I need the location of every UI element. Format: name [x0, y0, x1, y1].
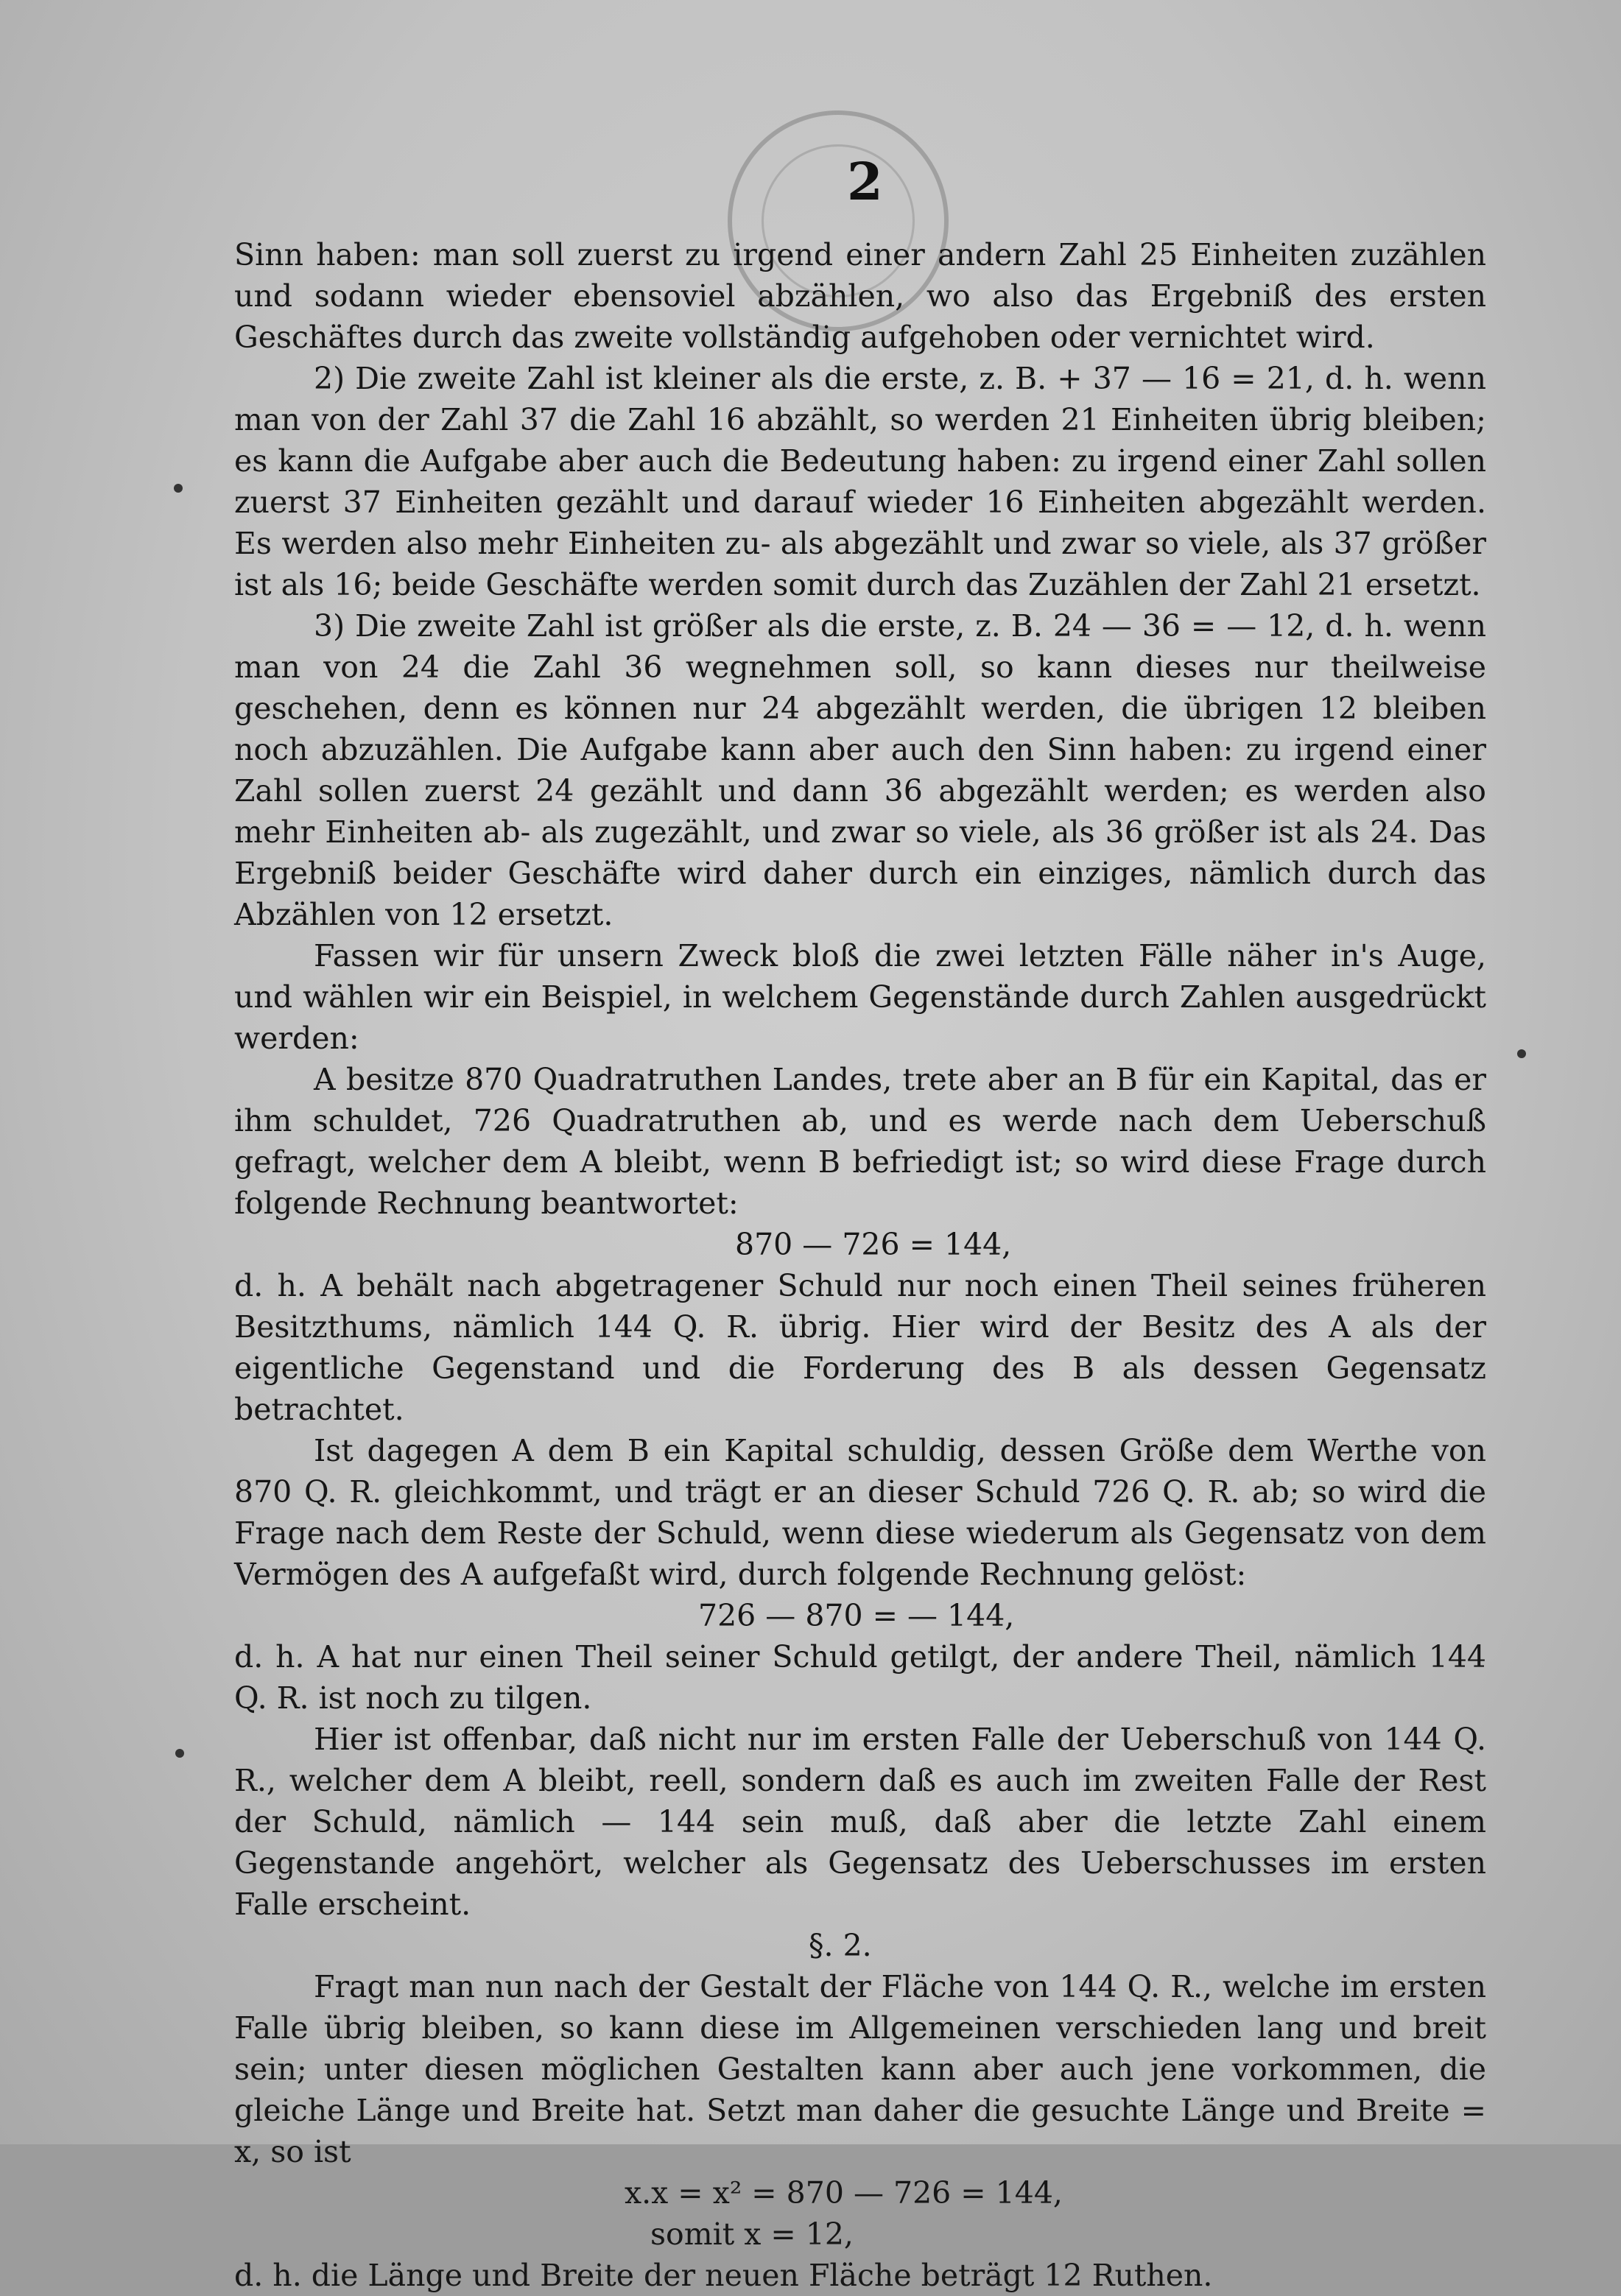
paragraph-section-2: Fragt man nun nach der Gestalt der Fläche von 144 Q. R., welche im ersten Falle übrig bleiben, so kann diese im Allgemeinen verschieden lang und breit sein; unter diesen möglichen Gestalten kann aber auch jene vorkommen, die gleiche Länge und Breite hat. Setzt man daher die gesuchte Länge und Breite = x, so ist — [234, 1969, 1486, 2169]
paragraph-case-2: 2) Die zweite Zahl ist kleiner als die erste, z. B. + 37 — 16 = 21, d. h. wenn man von der Zahl 37 die Zahl 16 abzählt, so werden 21 Einheiten übrig bleiben; es kann die Aufgabe aber auch die Bedeutung haben: zu irgend einer Zahl sollen zuerst 37 Einheiten gezählt und darauf wieder 16 Einheiten abgezählt werden. Es werden also mehr Einheiten zu- als abgezählt und zwar so viele, als 37 größer ist als 16; beide Geschäfte werden somit durch das Zuzählen der Zahl 21 ersetzt. — [234, 361, 1486, 602]
formula-4: somit x = 12, — [650, 2216, 854, 2252]
paragraph-conclusion: Hier ist offenbar, daß nicht nur im ersten Falle der Ueberschuß von 144 Q. R., welcher dem A bleibt, reell, sondern daß es auch im zweiten Falle der Rest der Schuld, nämlich — 144 sein muß, daß aber die letzte Zahl einem Gegenstande angehört, welcher als Gegensatz des Ueberschusses im ersten Falle erscheint. — [234, 1722, 1486, 1922]
paragraph-case-3: 3) Die zweite Zahl ist größer als die erste, z. B. 24 — 36 = — 12, d. h. wenn man von 24 die Zahl 36 wegnehmen soll, so kann dieses nur theilweise geschehen, denn es können nur 24 abgezählt werden, die übrigen 12 bleiben noch abzuzählen. Die Aufgabe kann aber auch den Sinn haben: zu irgend einer Zahl sollen zuerst 24 gezählt und dann 36 abgezählt werden; es werden also mehr Einheiten ab- als zugezählt, und zwar so viele, als 36 größer ist als 24. Das Ergebniß beider Geschäfte wird daher durch ein einziges, nämlich durch das Abzählen von 12 ersetzt. — [234, 608, 1486, 932]
page-number: 2 — [847, 151, 883, 212]
paragraph-example-b: Ist dagegen A dem B ein Kapital schuldig, dessen Größe dem Werthe von 870 Q. R. gleichkommt, und trägt er an dieser Schuld 726 Q. R. ab; so wird die Frage nach dem Reste der Schuld, wenn diese wiederum als Gegensatz von dem Vermögen des A aufgefaßt wird, durch folgende Rechnung gelöst: — [234, 1433, 1486, 1592]
paragraph-continuation: Sinn haben: man soll zuerst zu irgend einer andern Zahl 25 Einheiten zuzählen und sodann wieder ebensoviel abzählen, wo also das Ergebniß des ersten Geschäftes durch das zweite vollständig aufgehoben oder vernichtet wird. — [234, 237, 1486, 355]
formula-2: 726 — 870 = — 144, — [698, 1598, 1015, 1633]
paragraph-example-a: A besitze 870 Quadratruthen Landes, trete aber an B für ein Kapital, das er ihm schuldet, 726 Quadratruthen ab, und es werde nach dem Ueberschuß gefragt, welcher dem A bleibt, wenn B befriedigt ist; so wird diese Frage durch folgende Rechnung beantwortet: — [234, 1062, 1486, 1221]
page-speck — [174, 484, 183, 493]
paragraph-final: d. h. die Länge und Breite der neuen Fläche beträgt 12 Ruthen. — [234, 2258, 1213, 2293]
formula-3: x.x = x² = 870 — 726 = 144, — [625, 2175, 1063, 2211]
paragraph-example-intro: Fassen wir für unsern Zweck bloß die zwei letzten Fälle näher in's Auge, und wählen wir ein Beispiel, in welchem Gegenstände durch Zahlen ausgedrückt werden: — [234, 938, 1486, 1056]
page-body — [234, 234, 1486, 2296]
section-heading: §. 2. — [809, 1928, 872, 1963]
page-speck — [175, 1749, 184, 1758]
paragraph-explanation-2: d. h. A hat nur einen Theil seiner Schuld getilgt, der andere Theil, nämlich 144 Q. R. ist noch zu tilgen. — [234, 1639, 1486, 1716]
paragraph-explanation-1: d. h. A behält nach abgetragener Schuld nur noch einen Theil seines früheren Besitzthums, nämlich 144 Q. R. übrig. Hier wird der Besitz des A als der eigentliche Gegenstand und die Forderung des B als dessen Gegensatz betrachtet. — [234, 1268, 1486, 1427]
page-speck — [1517, 1049, 1526, 1058]
formula-1: 870 — 726 = 144, — [735, 1227, 1012, 1262]
